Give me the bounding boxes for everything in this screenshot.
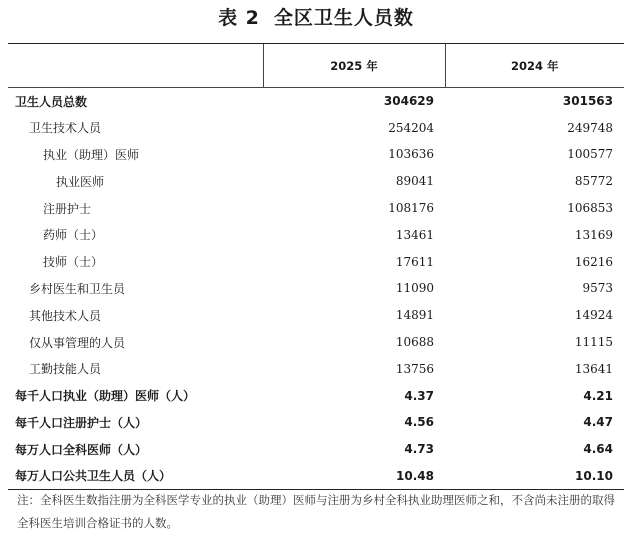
value-2024: 13641 (574, 361, 613, 376)
table-row (8, 114, 624, 141)
header-2024: 2024 年 (445, 44, 624, 88)
value-2025: 4.56 (404, 415, 434, 430)
value-2024: 106853 (567, 201, 613, 216)
table-row (8, 436, 624, 463)
value-2025: 13461 (395, 227, 434, 242)
value-2025: 4.73 (404, 442, 434, 457)
table-row (8, 195, 624, 222)
row-label: 其他技术人员 (29, 308, 102, 323)
row-label: 药师（士） (43, 228, 104, 243)
row-label: 每万人口公共卫生人员（人） (8, 463, 263, 490)
footnote: 注：全科医生数指注册为全科医学专业的执业（助理）医师与注册为乡村全科执业助理医师之和，不含尚未注册的取得全科医生培训合格证书的人数。 (17, 493, 615, 530)
table-row (8, 463, 624, 490)
value-2024: 85772 (574, 174, 613, 189)
table-title (0, 6, 632, 30)
table-row (8, 275, 624, 302)
value-2025: 89041 (395, 174, 434, 189)
value-2024: 249748 (567, 120, 613, 135)
value-2024: 9573 (582, 281, 613, 296)
table-row (8, 302, 624, 329)
value-2024: 16216 (574, 254, 613, 269)
row-label: 执业（助理）医师 (43, 147, 140, 162)
table-title-text: 全区卫生人员数 (273, 7, 414, 29)
row-label: 卫生技术人员 (29, 121, 102, 136)
value-2025: 108176 (388, 201, 434, 216)
value-2025: 17611 (395, 254, 434, 269)
row-label: 卫生人员总数 (15, 94, 88, 109)
table-row (8, 329, 624, 356)
row-label: 执业医师 (56, 174, 105, 189)
value-2024: 10.10 (445, 463, 624, 490)
table-row (8, 168, 624, 195)
value-2025: 304629 (383, 94, 434, 109)
header-2025: 2025 年 (263, 44, 445, 88)
value-2025: 14891 (395, 308, 434, 323)
row-label: 注册护士 (43, 201, 92, 216)
value-2025: 10688 (395, 335, 434, 350)
table-row (8, 88, 624, 115)
table-body (8, 88, 624, 490)
table-number: 表 2 (218, 7, 260, 29)
table-row (8, 221, 624, 248)
value-2024: 11115 (574, 335, 613, 350)
value-2024: 4.21 (583, 388, 613, 403)
value-2025: 10.48 (263, 463, 445, 490)
table-row (8, 141, 624, 168)
value-2024: 4.64 (583, 442, 613, 457)
row-label: 每千人口注册护士（人） (15, 415, 148, 430)
table-row (8, 248, 624, 275)
value-2024: 301563 (562, 94, 613, 109)
row-label: 技师（士） (43, 255, 104, 270)
header-category (8, 44, 263, 88)
value-2025: 11090 (395, 281, 434, 296)
table-row (8, 355, 624, 382)
table-row (8, 382, 624, 409)
value-2024: 14924 (574, 308, 613, 323)
row-label: 仅从事管理的人员 (29, 335, 126, 350)
value-2025: 254204 (388, 120, 434, 135)
health-personnel-table (8, 43, 624, 490)
value-2024: 100577 (567, 147, 613, 162)
header-row (8, 44, 624, 88)
value-2024: 4.47 (583, 415, 613, 430)
value-2024: 13169 (574, 227, 613, 242)
table-row (8, 409, 624, 436)
value-2025: 4.37 (404, 388, 434, 403)
value-2025: 13756 (395, 361, 434, 376)
row-label: 每万人口全科医师（人） (15, 442, 148, 457)
row-label: 乡村医生和卫生员 (29, 281, 126, 296)
row-label: 工勤技能人员 (29, 362, 102, 377)
value-2025: 103636 (388, 147, 434, 162)
row-label: 每千人口执业（助理）医师（人） (15, 389, 196, 404)
